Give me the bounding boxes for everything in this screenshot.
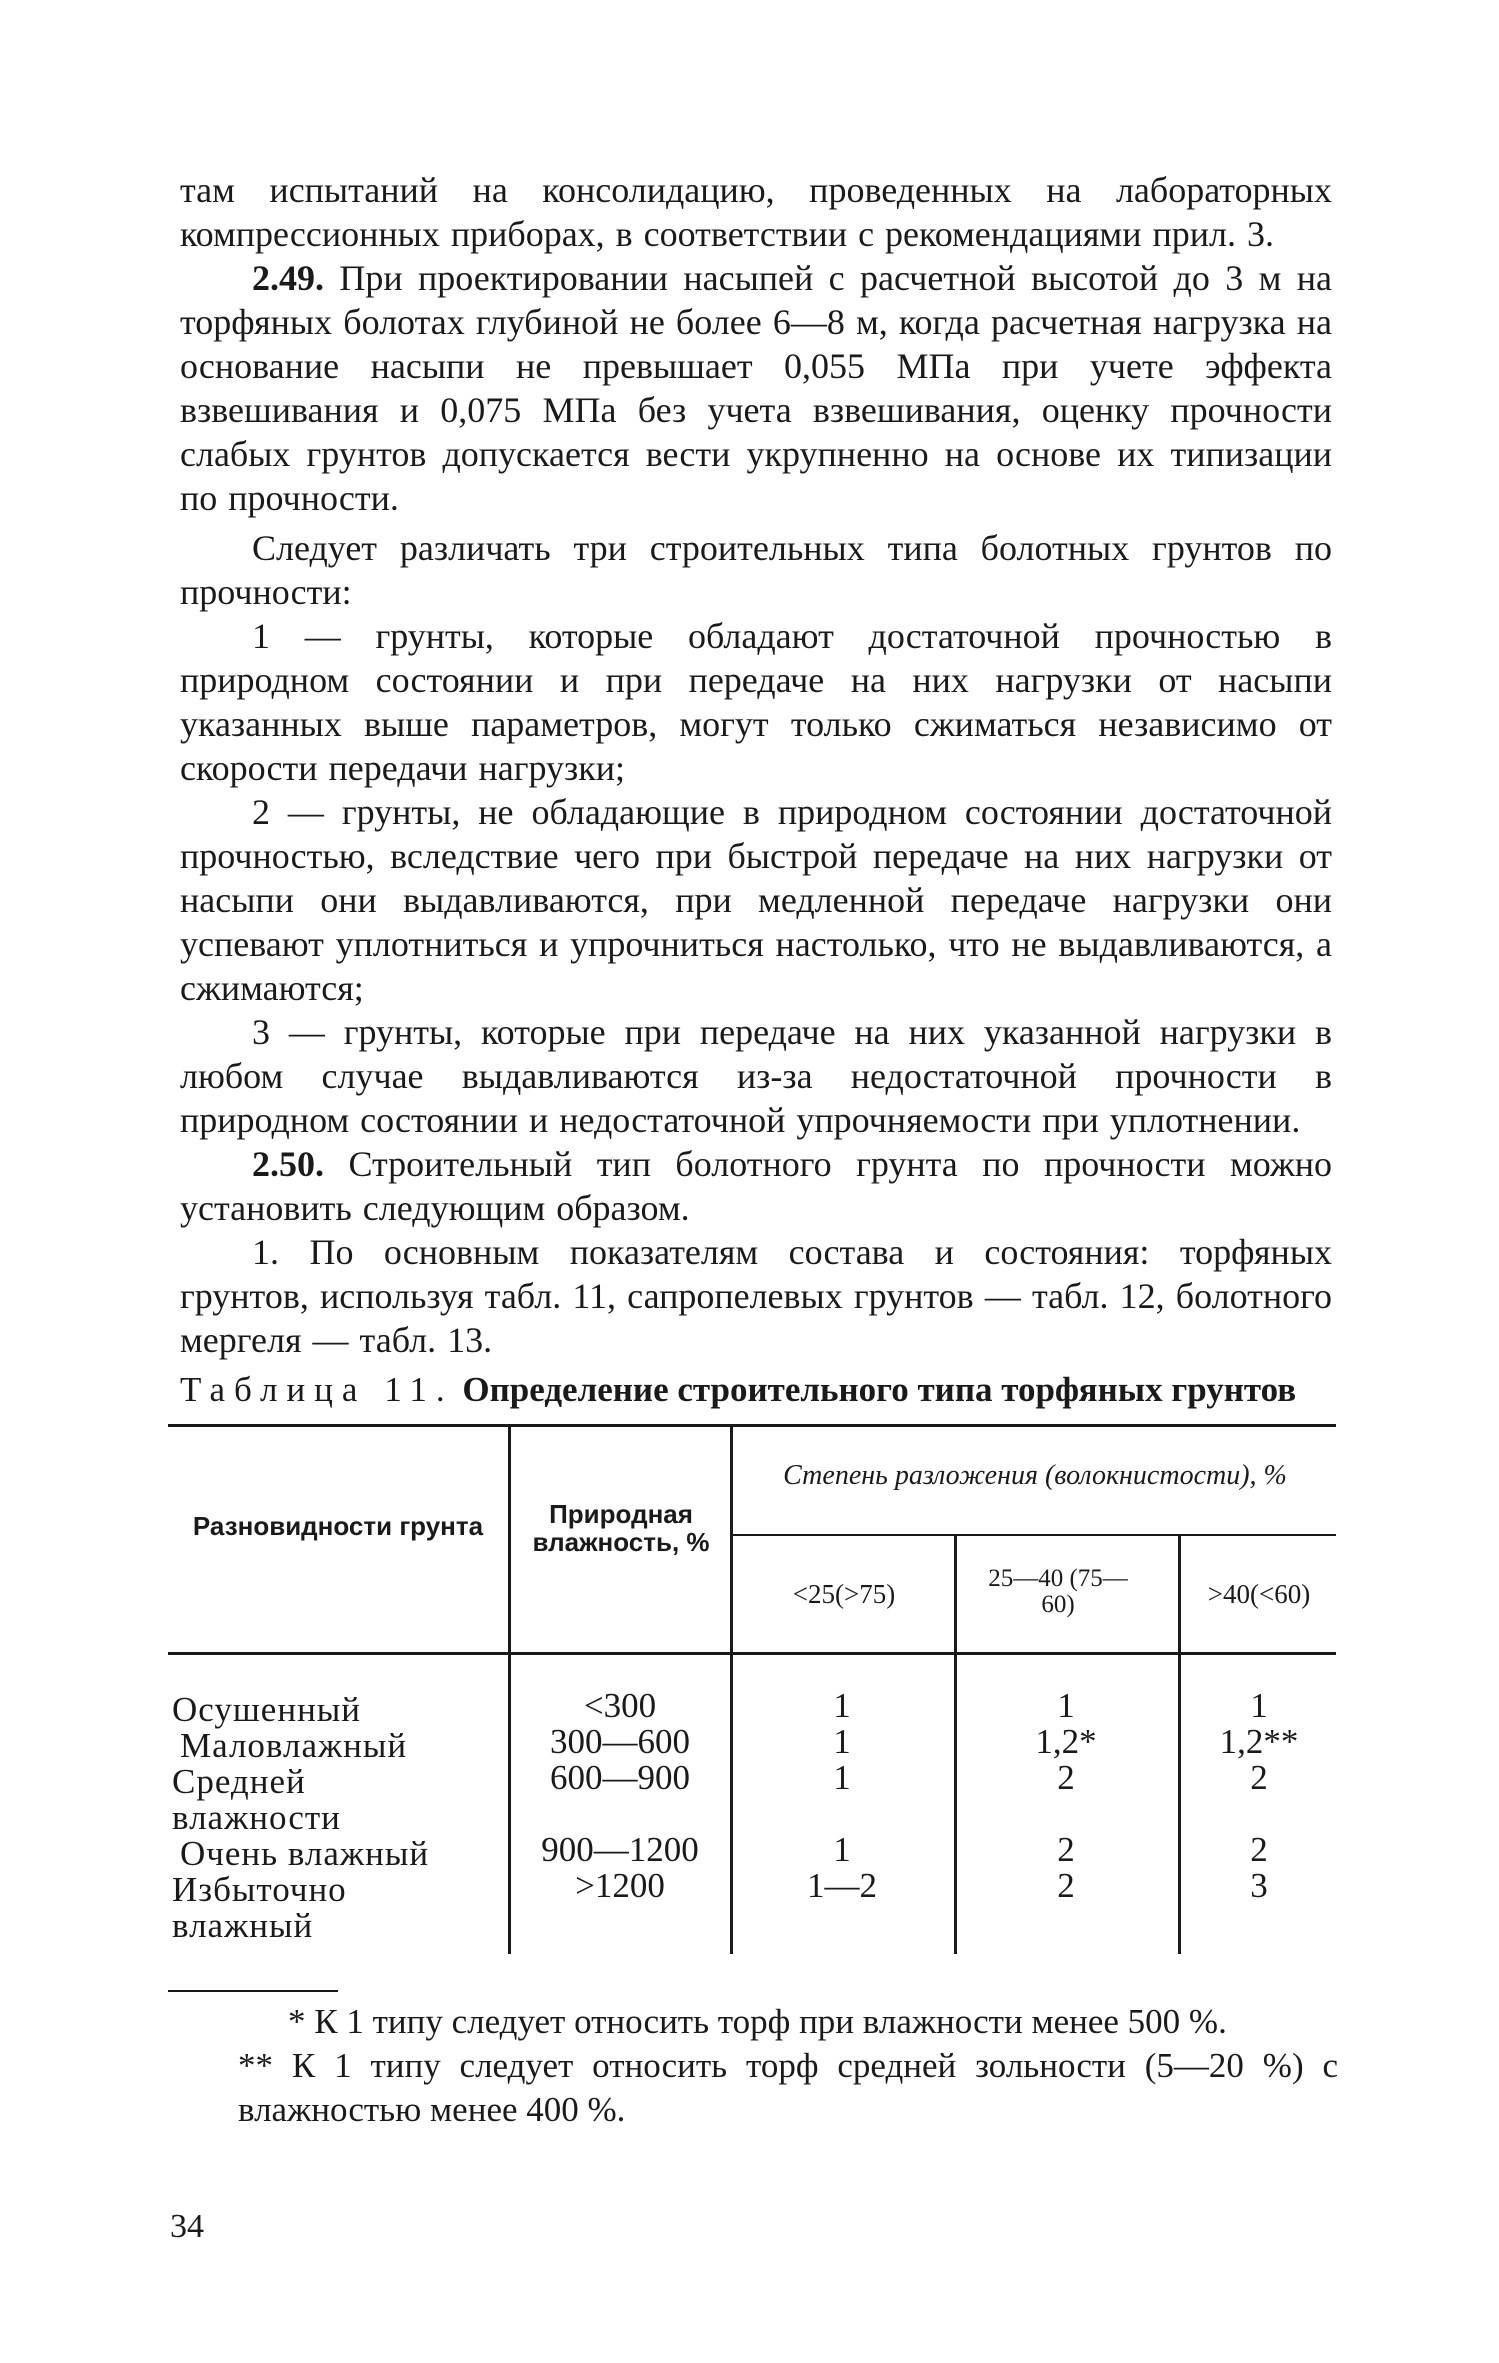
paragraph-text: Строительный тип болотного грунта по прочности можно установить следующим образом. xyxy=(180,1144,1332,1228)
section-number: 2.50. xyxy=(252,1144,324,1184)
table-caption-prefix: Таблица 11. xyxy=(180,1370,454,1409)
row-variety: Средней влажности xyxy=(172,1762,341,1837)
row-moisture: 900—1200 xyxy=(541,1830,699,1869)
header-moisture: Природная влажность, % xyxy=(532,1499,710,1557)
row-type-mid: 1,2* xyxy=(1035,1722,1097,1761)
header-decomposition: Степень разложения (волокнистости), % xyxy=(783,1460,1287,1491)
table-top-rule xyxy=(168,1424,1336,1427)
header-sub-rule xyxy=(732,1534,1336,1536)
paragraph-2-50 xyxy=(180,1142,1332,1230)
table-caption-title: Определение строительного типа торфяных грунтов xyxy=(462,1370,1297,1409)
paragraph-text: При проектировании насыпей с расчетной высотой до 3 м на торфяных болотах глубиной не более 6—8 м, когда расчетная нагрузка на основание насыпи не превышает 0,055 МПа при учете эффекта взвешивания и 0,075 МПа без учета взвешивания, оценку прочности слабых грунтов допускается вести укрупненно на основе их типизации по прочности. xyxy=(180,258,1333,518)
paragraph-2-49 xyxy=(180,256,1332,520)
row-variety: Избыточно влажный xyxy=(172,1870,347,1945)
list-item-type-2: 2 — грунты, не обладающие в природном состоянии достаточной прочностью, вследствие чего при быстрой передаче на них нагрузки от насыпи они выдавливаются, при медленной передаче нагрузки они успевают уплотниться и упрочниться настолько, что не выдавливаются, а сжимаются; xyxy=(180,792,1332,1008)
footnote-1: * К 1 типу следует относить торф при влажности менее 500 %. xyxy=(288,2002,1227,2041)
row-variety: Очень влажный xyxy=(180,1834,430,1873)
row-type-mid: 2 xyxy=(1057,1866,1075,1905)
paragraph: 1. По основным показателям состава и состояния: торфяных грунтов, используя табл. 11, сапропелевых грунтов — табл. 12, болотного мергеля — табл. 13. xyxy=(180,1232,1332,1360)
column-divider xyxy=(1178,1536,1181,1954)
row-moisture: <300 xyxy=(583,1686,657,1725)
row-type-mid: 1 xyxy=(1057,1686,1075,1725)
list-item-type-3: 3 — грунты, которые при передаче на них указанной нагрузки в любом случае выдавливаются из-за недостаточной прочности в природном состоянии и недостаточной упрочняемости при уплотнении. xyxy=(180,1012,1332,1140)
row-type-high: 1,2** xyxy=(1219,1722,1299,1761)
row-variety: Маловлажный xyxy=(180,1726,408,1765)
page-number: 34 xyxy=(170,2208,204,2245)
header-bottom-rule xyxy=(168,1652,1336,1655)
table-11 xyxy=(168,1424,1336,1954)
row-type-low: 1—2 xyxy=(807,1866,877,1905)
column-divider xyxy=(730,1424,733,1954)
column-divider xyxy=(508,1424,511,1954)
column-divider xyxy=(954,1536,957,1954)
body-text xyxy=(180,168,1332,1362)
row-type-mid: 2 xyxy=(1057,1758,1075,1797)
row-type-high: 2 xyxy=(1250,1830,1268,1869)
row-type-high: 3 xyxy=(1250,1866,1268,1905)
header-decomposition-high: >40(<60) xyxy=(1207,1579,1311,1609)
footnote-rule xyxy=(168,1990,338,1992)
row-moisture: >1200 xyxy=(575,1866,665,1905)
footnote-2: ** К 1 типу следует относить торф средней зольности (5—20 %) с влажностью менее 400 %. xyxy=(238,2046,1338,2129)
row-variety: Осушенный xyxy=(172,1690,362,1729)
row-type-low: 1 xyxy=(833,1722,851,1761)
header-decomposition-low: <25(>75) xyxy=(792,1579,896,1609)
row-type-high: 1 xyxy=(1250,1686,1268,1725)
row-type-low: 1 xyxy=(833,1758,851,1797)
section-number: 2.49. xyxy=(252,258,324,298)
row-type-mid: 2 xyxy=(1057,1830,1075,1869)
paragraph: Следует различать три строительных типа болотных грунтов по прочности: xyxy=(180,528,1332,612)
header-decomposition-mid: 25—40 (75—60) xyxy=(988,1565,1128,1618)
header-variety: Разновидности грунта xyxy=(192,1511,484,1541)
footnotes xyxy=(168,2000,1338,2132)
row-moisture: 600—900 xyxy=(550,1758,690,1797)
row-type-low: 1 xyxy=(833,1830,851,1869)
row-moisture: 300—600 xyxy=(550,1722,690,1761)
list-item-type-1: 1 — грунты, которые обладают достаточной прочностью в природном состоянии и при передаче на них нагрузки от насыпи указанных выше параметров, могут только сжиматься независимо от скорости передачи нагрузки; xyxy=(180,616,1332,788)
row-type-low: 1 xyxy=(833,1686,851,1725)
table-caption xyxy=(180,1368,1340,1412)
row-type-high: 2 xyxy=(1250,1758,1268,1797)
paragraph: там испытаний на консолидацию, проведенных на лабораторных компрессионных приборах, в соответствии с рекомендациями прил. 3. xyxy=(180,170,1332,254)
